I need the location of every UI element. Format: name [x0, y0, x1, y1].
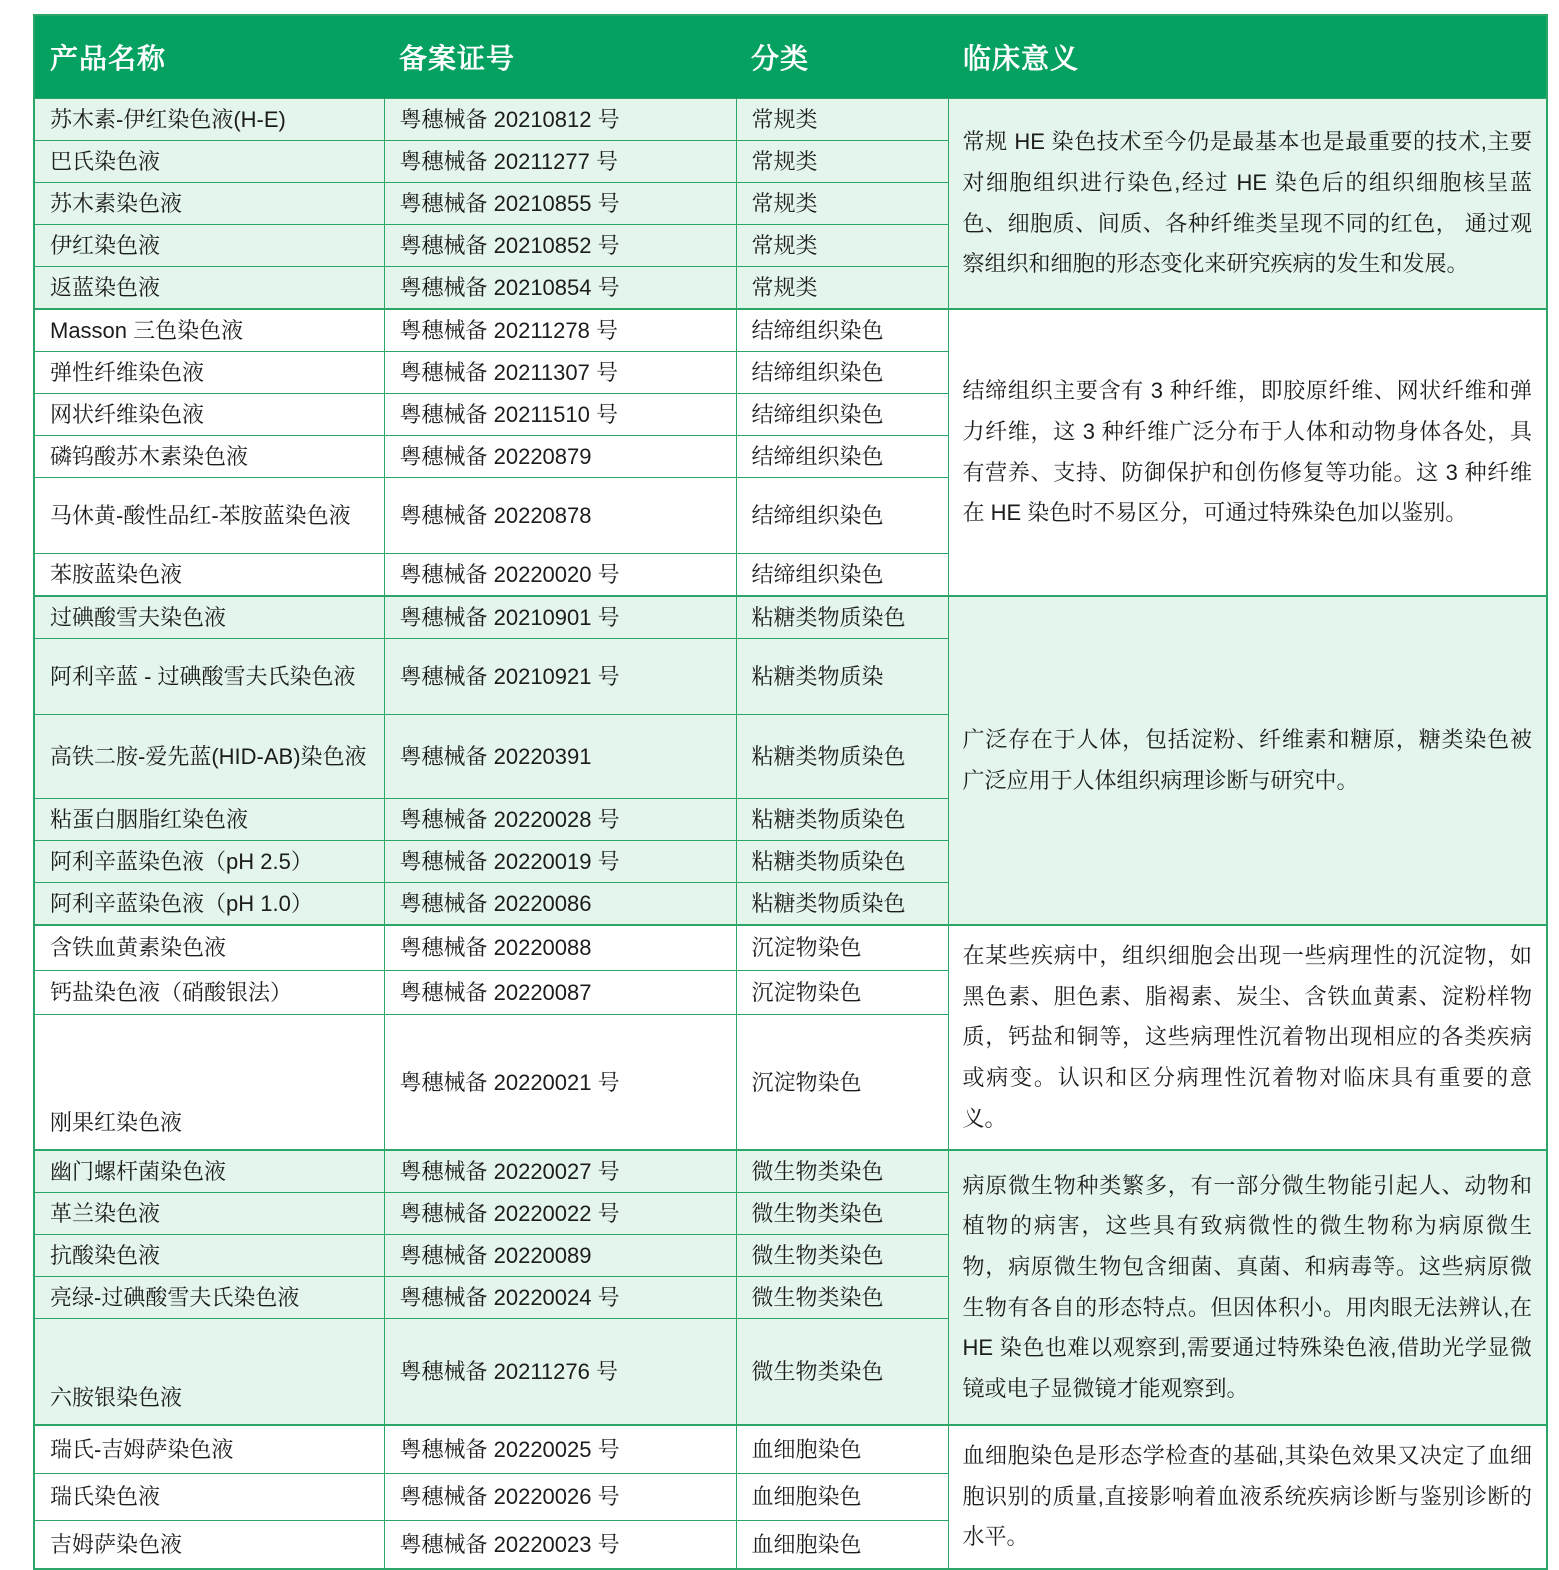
category-cell: 常规类 — [736, 183, 948, 225]
table-header-row — [34, 15, 1547, 99]
product-name-cell: 阿利辛蓝染色液（pH 2.5） — [34, 841, 384, 883]
significance-cell: 血细胞染色是形态学检查的基础,其染色效果又决定了血细胞识别的质量,直接影响着血液系统疾病诊断与鉴别诊断的水平。 — [948, 1425, 1547, 1569]
product-name-cell: 网状纤维染色液 — [34, 394, 384, 436]
product-name-cell: 返蓝染色液 — [34, 267, 384, 310]
category-cell: 微生物类染色 — [736, 1319, 948, 1425]
cert-number-cell: 粤穗械备 20220089 — [384, 1235, 736, 1277]
category-cell: 沉淀物染色 — [736, 970, 948, 1015]
cert-number-cell: 粤穗械备 20210812 号 — [384, 99, 736, 141]
category-cell: 结缔组织染色 — [736, 436, 948, 478]
cert-number-cell: 粤穗械备 20220024 号 — [384, 1277, 736, 1319]
cert-number-cell: 粤穗械备 20220087 — [384, 970, 736, 1015]
cert-number-cell: 粤穗械备 20220021 号 — [384, 1015, 736, 1151]
column-header-clinical-significance: 临床意义 — [948, 15, 1547, 99]
significance-cell: 常规 HE 染色技术至今仍是最基本也是最重要的技术,主要对细胞组织进行染色,经过 HE 染色后的组织细胞核呈蓝色、细胞质、间质、各种纤维类呈现不同的红色， 通过观察组织和细胞的形态变化来研究疾病的发生和发展。 — [948, 99, 1547, 310]
column-header-cert-number: 备案证号 — [384, 15, 736, 99]
cert-number-cell: 粤穗械备 20220027 号 — [384, 1150, 736, 1193]
category-cell: 结缔组织染色 — [736, 554, 948, 597]
cert-number-cell: 粤穗械备 20220023 号 — [384, 1521, 736, 1569]
product-name-cell: 含铁血黄素染色液 — [34, 925, 384, 970]
category-cell: 微生物类染色 — [736, 1277, 948, 1319]
cert-number-cell: 粤穗械备 20220025 号 — [384, 1425, 736, 1473]
product-name-cell: 抗酸染色液 — [34, 1235, 384, 1277]
cert-number-cell: 粤穗械备 20220019 号 — [384, 841, 736, 883]
product-name-cell: 巴氏染色液 — [34, 141, 384, 183]
product-name-cell: 亮绿-过碘酸雪夫氏染色液 — [34, 1277, 384, 1319]
category-cell: 微生物类染色 — [736, 1193, 948, 1235]
product-name-cell: 过碘酸雪夫染色液 — [34, 596, 384, 639]
category-cell: 常规类 — [736, 141, 948, 183]
table-row — [34, 309, 1547, 352]
product-registration-table — [33, 14, 1548, 1570]
significance-cell: 病原微生物种类繁多，有一部分微生物能引起人、动物和植物的病害，这些具有致病微性的微生物称为病原微生物，病原微生物包含细菌、真菌、和病毒等。这些病原微生物有各自的形态特点。但因体积小。用肉眼无法辨认,在 HE 染色也难以观察到,需要通过特殊染色液,借助光学显微镜或电子显微镜才能观察到。 — [948, 1150, 1547, 1425]
category-cell: 常规类 — [736, 225, 948, 267]
product-name-cell: 苏木素-伊红染色液(H-E) — [34, 99, 384, 141]
product-name-cell: 粘蛋白胭脂红染色液 — [34, 799, 384, 841]
category-cell: 结缔组织染色 — [736, 309, 948, 352]
product-name-cell: 幽门螺杆菌染色液 — [34, 1150, 384, 1193]
cert-number-cell: 粤穗械备 20220028 号 — [384, 799, 736, 841]
category-cell: 粘糖类物质染 — [736, 639, 948, 715]
cert-number-cell: 粤穗械备 20220088 — [384, 925, 736, 970]
product-name-cell: 高铁二胺-爱先蓝(HID-AB)染色液 — [34, 715, 384, 799]
table-row — [34, 925, 1547, 970]
product-name-cell: 革兰染色液 — [34, 1193, 384, 1235]
product-name-cell: 伊红染色液 — [34, 225, 384, 267]
product-name-cell: 阿利辛蓝 - 过碘酸雪夫氏染色液 — [34, 639, 384, 715]
product-name-cell: 磷钨酸苏木素染色液 — [34, 436, 384, 478]
cert-number-cell: 粤穗械备 20210921 号 — [384, 639, 736, 715]
cert-number-cell: 粤穗械备 20220878 — [384, 478, 736, 554]
significance-cell: 广泛存在于人体，包括淀粉、纤维素和糖原，糖类染色被广泛应用于人体组织病理诊断与研究中。 — [948, 596, 1547, 925]
column-header-category: 分类 — [736, 15, 948, 99]
table-row — [34, 596, 1547, 639]
cert-number-cell: 粤穗械备 20220022 号 — [384, 1193, 736, 1235]
table-body — [34, 99, 1547, 1570]
product-name-cell: 刚果红染色液 — [34, 1015, 384, 1151]
category-cell: 粘糖类物质染色 — [736, 715, 948, 799]
category-cell: 粘糖类物质染色 — [736, 596, 948, 639]
cert-number-cell: 粤穗械备 20211307 号 — [384, 352, 736, 394]
product-name-cell: 瑞氏-吉姆萨染色液 — [34, 1425, 384, 1473]
cert-number-cell: 粤穗械备 20210901 号 — [384, 596, 736, 639]
product-name-cell: 阿利辛蓝染色液（pH 1.0） — [34, 883, 384, 926]
table-row — [34, 99, 1547, 141]
cert-number-cell: 粤穗械备 20211277 号 — [384, 141, 736, 183]
category-cell: 常规类 — [736, 267, 948, 310]
cert-number-cell: 粤穗械备 20210855 号 — [384, 183, 736, 225]
cert-number-cell: 粤穗械备 20220879 — [384, 436, 736, 478]
significance-cell: 结缔组织主要含有 3 种纤维，即胶原纤维、网状纤维和弹力纤维，这 3 种纤维广泛分布于人体和动物身体各处，具有营养、支持、防御保护和创伤修复等功能。这 3 种纤维在 HE 染色时不易区分，可通过特殊染色加以鉴别。 — [948, 309, 1547, 596]
category-cell: 结缔组织染色 — [736, 352, 948, 394]
product-name-cell: 钙盐染色液（硝酸银法） — [34, 970, 384, 1015]
cert-number-cell: 粤穗械备 20211510 号 — [384, 394, 736, 436]
category-cell: 血细胞染色 — [736, 1473, 948, 1521]
significance-cell: 在某些疾病中，组织细胞会出现一些病理性的沉淀物，如黑色素、胆色素、脂褐素、炭尘、含铁血黄素、淀粉样物质，钙盐和铜等，这些病理性沉着物出现相应的各类疾病或病变。认识和区分病理性沉着物对临床具有重要的意义。 — [948, 925, 1547, 1150]
product-name-cell: 瑞氏染色液 — [34, 1473, 384, 1521]
category-cell: 粘糖类物质染色 — [736, 799, 948, 841]
category-cell: 血细胞染色 — [736, 1521, 948, 1569]
category-cell: 沉淀物染色 — [736, 1015, 948, 1151]
cert-number-cell: 粤穗械备 20220020 号 — [384, 554, 736, 597]
product-name-cell: 弹性纤维染色液 — [34, 352, 384, 394]
cert-number-cell: 粤穗械备 20220391 — [384, 715, 736, 799]
cert-number-cell: 粤穗械备 20220026 号 — [384, 1473, 736, 1521]
category-cell: 粘糖类物质染色 — [736, 841, 948, 883]
category-cell: 微生物类染色 — [736, 1235, 948, 1277]
column-header-product-name: 产品名称 — [34, 15, 384, 99]
category-cell: 微生物类染色 — [736, 1150, 948, 1193]
product-name-cell: 吉姆萨染色液 — [34, 1521, 384, 1569]
product-name-cell: Masson 三色染色液 — [34, 309, 384, 352]
cert-number-cell: 粤穗械备 20211276 号 — [384, 1319, 736, 1425]
category-cell: 结缔组织染色 — [736, 394, 948, 436]
product-name-cell: 苏木素染色液 — [34, 183, 384, 225]
category-cell: 沉淀物染色 — [736, 925, 948, 970]
cert-number-cell: 粤穗械备 20210852 号 — [384, 225, 736, 267]
category-cell: 常规类 — [736, 99, 948, 141]
category-cell: 结缔组织染色 — [736, 478, 948, 554]
product-name-cell: 六胺银染色液 — [34, 1319, 384, 1425]
product-name-cell: 马休黄-酸性品红-苯胺蓝染色液 — [34, 478, 384, 554]
category-cell: 粘糖类物质染色 — [736, 883, 948, 926]
cert-number-cell: 粤穗械备 20211278 号 — [384, 309, 736, 352]
table-row — [34, 1425, 1547, 1473]
product-name-cell: 苯胺蓝染色液 — [34, 554, 384, 597]
cert-number-cell: 粤穗械备 20220086 — [384, 883, 736, 926]
product-table-document — [33, 14, 1548, 1570]
table-row — [34, 1150, 1547, 1193]
cert-number-cell: 粤穗械备 20210854 号 — [384, 267, 736, 310]
category-cell: 血细胞染色 — [736, 1425, 948, 1473]
